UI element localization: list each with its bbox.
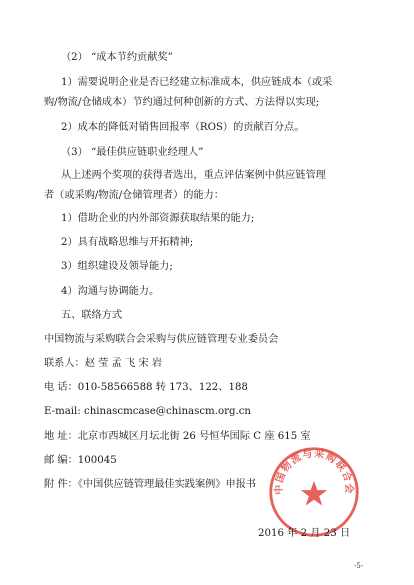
contact-postcode: 邮 编：100045 xyxy=(44,455,117,466)
contact-persons: 联系人：赵 莹 孟 飞 宋 岩 xyxy=(44,358,163,369)
list-item: 4）沟通与协调能力。 xyxy=(61,286,160,297)
official-seal-icon xyxy=(267,445,361,539)
document-date: 2016 年 2 月 23 日 xyxy=(258,528,351,539)
paragraph-line: 者（或采购/物流/仓储管理者）的能力： xyxy=(44,190,225,201)
organization-name: 中国物流与采购联合会采购与供应链管理专业委员会 xyxy=(44,334,279,345)
paragraph-line: 从上述两个奖项的获得者选出，重点评估案例中供应链管理 xyxy=(61,170,326,181)
award-heading-cost-saving: （2） “成本节约贡献奖” xyxy=(61,52,173,63)
paragraph-line: 购/物流/仓储成本）节约通过何种创新的方式、方法得以实现; xyxy=(44,97,320,108)
list-item: 3）组织建设及领导能力; xyxy=(61,261,173,272)
section-heading-contact: 五、联络方式 xyxy=(61,310,123,321)
contact-email: E-mail: chinascmcase@chinascm.org.cn xyxy=(44,406,251,417)
list-item: 2）具有战略思维与开拓精神; xyxy=(61,237,194,248)
list-item: 1）借助企业的内外部资源获取结果的能力; xyxy=(61,213,255,224)
paragraph-line: 2）成本的降低对销售回报率（ROS）的贡献百分点。 xyxy=(61,122,305,133)
contact-phone: 电 话：010-58566588 转 173、122、188 xyxy=(44,382,248,393)
award-heading-best-manager: （3） “最佳供应链职业经理人” xyxy=(61,147,204,158)
contact-address: 地 址：北京市西城区月坛北街 26 号恒华国际 C 座 615 室 xyxy=(44,431,311,442)
seal-text: 中国物流与采购联合会 xyxy=(273,448,355,495)
paragraph-line: 1）需要说明企业是否已经建立标准成本，供应链成本（或采 xyxy=(61,77,333,88)
page-number: -5- xyxy=(354,562,364,570)
attachment-line: 附 件：《中国供应链管理最佳实践案例》申报书 xyxy=(44,479,257,490)
